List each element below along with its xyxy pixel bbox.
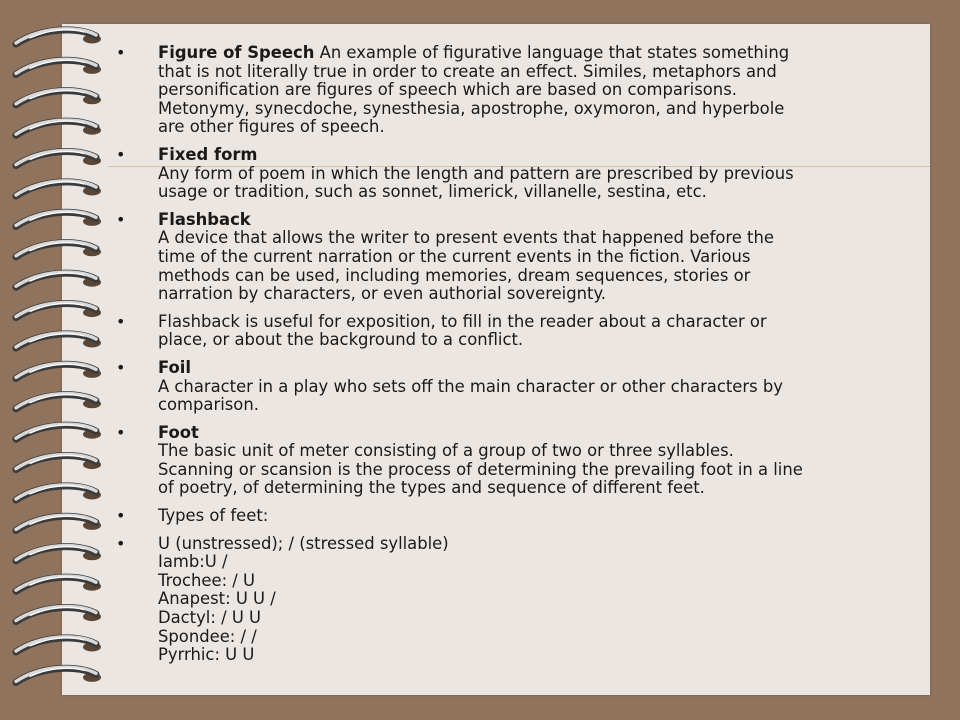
spiral-ring — [16, 150, 101, 165]
list-item-types-of-feet — [116, 507, 916, 526]
bullet: • — [116, 533, 126, 553]
term-label: Foot — [158, 422, 199, 442]
list-item-foot — [116, 424, 916, 498]
list-item-flashback-usage — [116, 313, 916, 350]
spiral-ring — [16, 120, 101, 135]
definition-text: U (unstressed); / (stressed syllable) — [158, 533, 449, 553]
spiral-ring — [16, 29, 101, 44]
definition-text: The basic unit of meter consisting of a group of two or three syllables. — [158, 441, 734, 461]
spiral-ring — [16, 333, 101, 348]
list-item-feet-notation — [116, 535, 916, 665]
term-label: Fixed form — [158, 144, 258, 164]
spiral-ring — [16, 454, 101, 469]
definition-text: Dactyl: / U U — [158, 608, 262, 628]
bullet: • — [116, 506, 126, 526]
spiral-ring — [16, 637, 101, 652]
spiral-ring — [16, 394, 101, 409]
definition-text: are other figures of speech. — [158, 117, 385, 137]
spiral-binding — [0, 0, 120, 720]
term-label: Figure of Speech — [158, 43, 315, 62]
bullet: • — [116, 144, 126, 164]
bullet: • — [116, 311, 126, 331]
spiral-ring — [16, 211, 101, 226]
definition-text: Metonymy, synecdoche, synesthesia, apostrophe, oxymoron, and hyperbole — [158, 98, 785, 118]
definition-text: An example of figurative language that states something — [314, 43, 790, 62]
definition-text: Any form of poem in which the length and pattern are prescribed by previous — [158, 163, 794, 183]
spiral-ring — [16, 181, 101, 196]
definition-text: Anapest: U U / — [158, 589, 276, 609]
spiral-ring — [16, 242, 101, 257]
definition-text: usage or tradition, such as sonnet, limerick, villanelle, sestina, etc. — [158, 182, 707, 202]
spiral-ring — [16, 272, 101, 287]
definition-text: A device that allows the writer to present events that happened before the — [158, 228, 774, 248]
definition-text: A character in a play who sets off the main character or other characters by — [158, 376, 783, 396]
definition-text: personification are figures of speech which are based on comparisons. — [158, 80, 737, 100]
spiral-ring — [16, 90, 101, 105]
bullet: • — [116, 209, 126, 229]
definition-text: Trochee: / U — [158, 570, 256, 590]
definition-list — [116, 44, 916, 674]
definition-text: Scanning or scansion is the process of determining the prevailing foot in a line — [158, 459, 803, 479]
spiral-ring — [16, 302, 101, 317]
definition-text: that is not literally true in order to create an effect. Similes, metaphors and — [158, 61, 777, 81]
spiral-ring — [16, 546, 101, 561]
bullet: • — [116, 357, 126, 377]
spiral-ring — [16, 424, 101, 439]
definition-text: Types of feet: — [158, 506, 269, 526]
spiral-ring — [16, 59, 101, 74]
definition-text: narration by characters, or even authorial sovereignty. — [158, 284, 607, 304]
definition-text: of poetry, of determining the types and sequence of different feet. — [158, 478, 705, 498]
spiral-ring — [16, 606, 101, 621]
definition-text: methods can be used, including memories, dream sequences, stories or — [158, 265, 751, 285]
bullet: • — [116, 43, 126, 62]
definition-text: time of the current narration or the current events in the fiction. Various — [158, 246, 751, 266]
spiral-ring — [16, 515, 101, 530]
list-item-flashback — [116, 211, 916, 304]
list-item-figure-of-speech — [116, 44, 916, 137]
spiral-ring — [16, 363, 101, 378]
definition-text: Flashback is useful for exposition, to fill in the reader about a character or — [158, 311, 767, 331]
definition-text: place, or about the background to a conflict. — [158, 330, 524, 350]
spiral-ring — [16, 667, 101, 682]
spiral-ring — [16, 576, 101, 591]
definition-text: comparison. — [158, 395, 259, 415]
list-item-foil — [116, 359, 916, 415]
list-item-fixed-form — [116, 146, 916, 202]
term-label: Foil — [158, 357, 192, 377]
term-label: Flashback — [158, 209, 251, 229]
definition-text: Spondee: / / — [158, 626, 257, 646]
spiral-ring — [16, 485, 101, 500]
bullet: • — [116, 422, 126, 442]
definition-text: Iamb:U / — [158, 552, 228, 572]
definition-text: Pyrrhic: U U — [158, 645, 255, 665]
